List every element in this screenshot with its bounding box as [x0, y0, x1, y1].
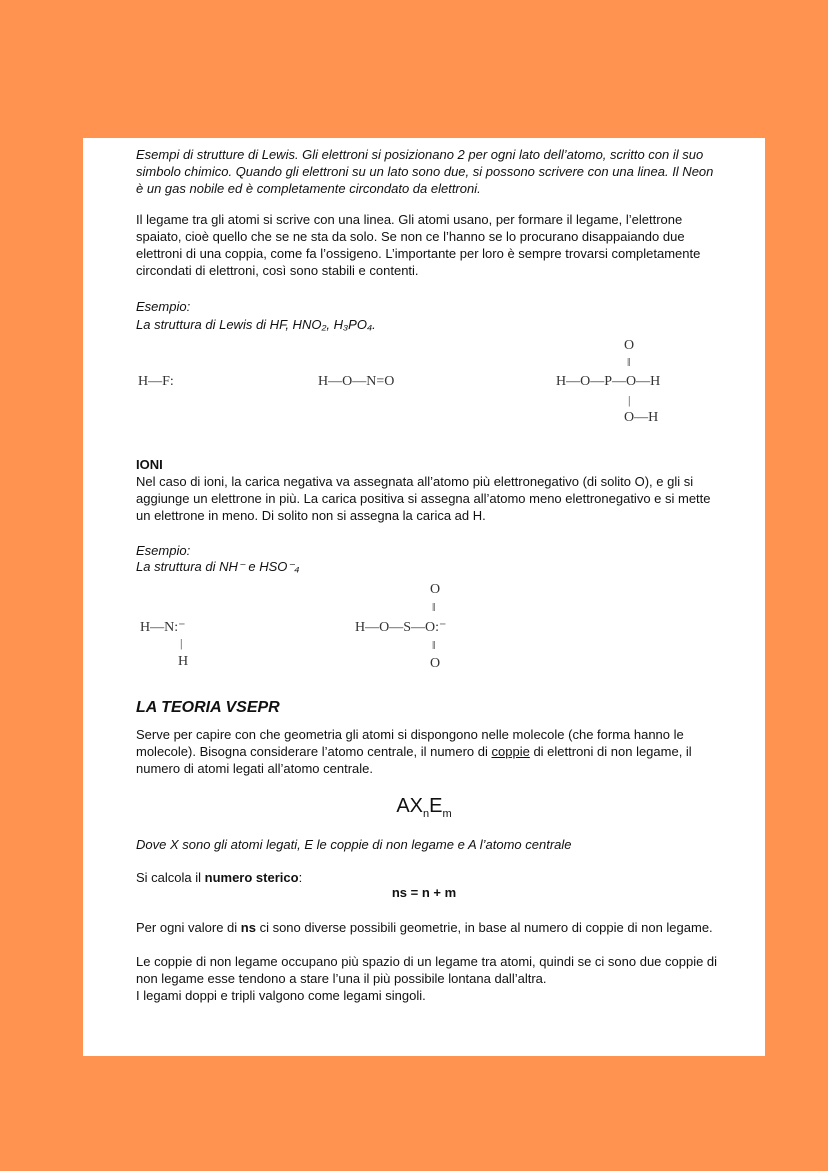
lewis-h3po4: H—O—P—O—H [556, 374, 661, 389]
double-bond-mark: ‖ [627, 355, 631, 369]
intro-paragraph-1: Esempi di strutture di Lewis. Gli elettroni si posizionano 2 per ogni lato dell’atomo, scritto con il suo simbolo chimico. Quando gli elettroni su un lato sono due, si possono scrivere con una linea. Il Neon è un gas nobile ed è completamente circondato da elettroni. [136, 147, 714, 196]
ions-paragraph: Nel caso di ioni, la carica negativa va assegnata all’atomo più elettronegativo (di solito O), e gli si aggiunge un elettrone in più. La carica positiva si assegna all’atomo meno elettronegativo e si mette un elettrone in meno. Di solito non si assegna la carica ad H. [136, 474, 711, 523]
lewis-h3po4-top: O [624, 338, 635, 353]
lewis-nh: H—N:⁻ [140, 620, 186, 635]
example-caption: La struttura di Lewis di HF, HNO₂, H₃PO₄. [136, 317, 376, 332]
steric-number-formula: ns = n + m [391, 885, 457, 900]
nh-bond-mark: | [180, 636, 183, 650]
vsepr-paragraph-4: I legami doppi e tripli valgono come legami singoli. [136, 988, 426, 1003]
lewis-hf: H—F: [138, 374, 174, 389]
lewis-hso4-top: O [430, 582, 441, 597]
ions-title: IONI [136, 457, 163, 472]
lewis-nh-bottom: H [178, 654, 189, 669]
single-bond-mark: | [628, 393, 631, 407]
hso4-double-bond-bottom: ‖ [432, 638, 436, 652]
vsepr-paragraph-1: Serve per capire con che geometria gli atomi si dispongono nelle molecole (che forma hanno le molecole). Bisogna considerare l’atomo centrale, il numero di coppie di elettroni di non legame, il numero di atomi legati all’atomo centrale. [136, 727, 692, 776]
ions-example-caption: La struttura di NH⁻ e HSO⁻₄ [136, 559, 300, 574]
vsepr-paragraph-3: Le coppie di non legame occupano più spazio di un legame tra atomi, quindi se ci sono due coppie di non legame esse tendono a stare l’una il più possibile lontana dall’altra. [136, 954, 718, 986]
intro-paragraph-2: Il legame tra gli atomi si scrive con una linea. Gli atomi usano, per formare il legame, l’elettrone spaiato, cioè quello che se ne sta da solo. Se non ce l’hanno se lo procurano disappaiando due elettroni di una coppia, come fa l’ossigeno. L’importante per loro è sempre trovarsi completamente circondati di elettroni, così sono stabili e contenti. [136, 212, 701, 278]
lewis-hso4-bottom: O [430, 656, 441, 671]
steric-number-line: Si calcola il numero sterico: [136, 870, 303, 885]
lewis-hno2: H—O—N=O [318, 374, 395, 389]
document-page [83, 138, 765, 1056]
vsepr-formula: $AX_nE_m$ [396, 795, 452, 820]
example-label: Esempio: [136, 299, 191, 314]
ions-example-label: Esempio: [136, 543, 191, 558]
vsepr-paragraph-2: Per ogni valore di ns ci sono diverse possibili geometrie, in base al numero di coppie di non legame. [136, 920, 713, 935]
vsepr-title: LA TEORIA VSEPR [136, 699, 280, 716]
hso4-double-bond-top: ‖ [432, 600, 436, 614]
lewis-h3po4-bottom: O—H [624, 410, 659, 425]
formula-note: Dove X sono gli atomi legati, E le coppie di non legame e A l’atomo centrale [136, 837, 572, 852]
lewis-hso4: H—O—S—O:⁻ [355, 620, 447, 635]
